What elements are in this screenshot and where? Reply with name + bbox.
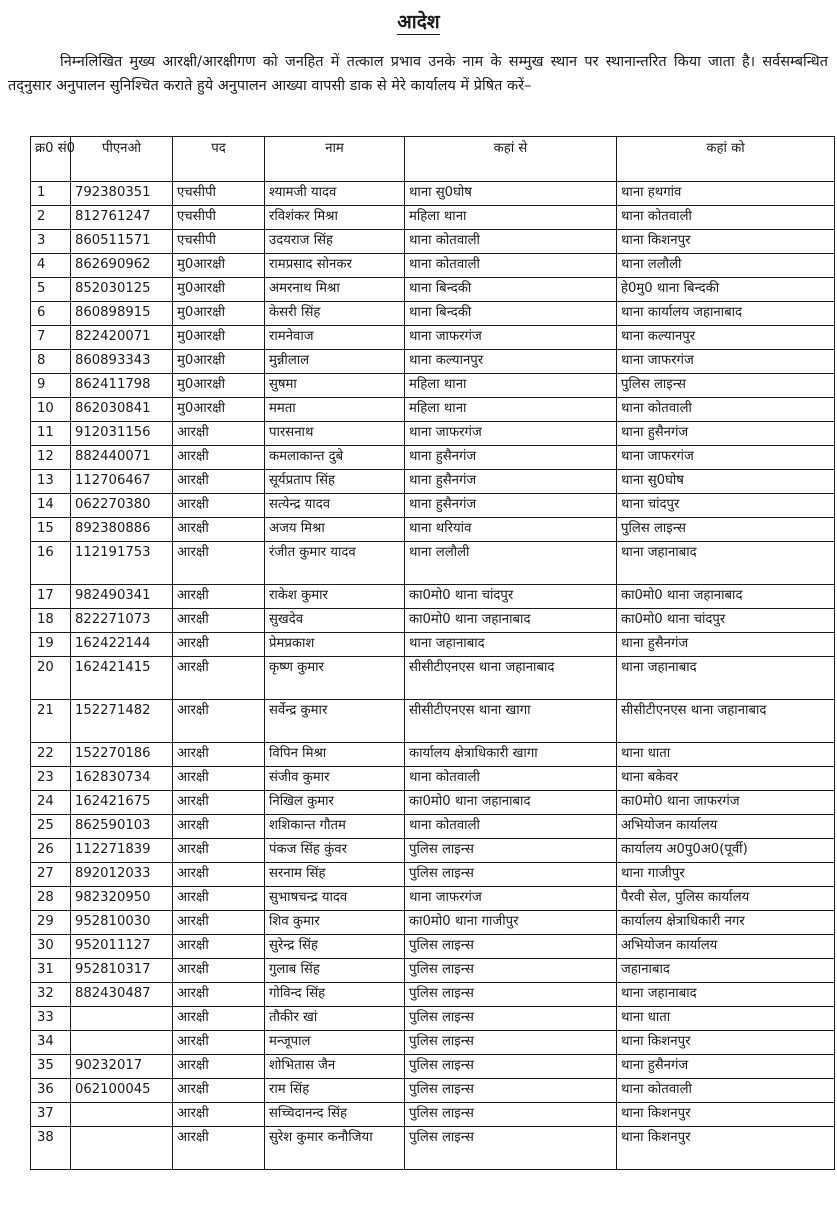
cell-name: गुलाब सिंह — [265, 959, 405, 983]
cell-pno: 152270186 — [71, 743, 173, 767]
cell-name: मन्जूपाल — [265, 1031, 405, 1055]
cell-pno: 952810317 — [71, 959, 173, 983]
cell-name: मुन्नीलाल — [265, 350, 405, 374]
cell-from: पुलिस लाइन्स — [405, 1055, 617, 1079]
cell-serial: 29 — [31, 911, 71, 935]
cell-name: अमरनाथ मिश्रा — [265, 278, 405, 302]
header-pno: पीएनओ — [71, 137, 173, 182]
cell-to: थाना किशनपुर — [617, 230, 835, 254]
cell-pno: 860898915 — [71, 302, 173, 326]
cell-from: महिला थाना — [405, 374, 617, 398]
cell-post: आरक्षी — [173, 633, 265, 657]
cell-to: थाना कोतवाली — [617, 1079, 835, 1103]
cell-to: थाना किशनपुर — [617, 1031, 835, 1055]
cell-from: थाना बिन्दकी — [405, 302, 617, 326]
cell-name: सुरेन्द्र सिंह — [265, 935, 405, 959]
cell-post: एचसीपी — [173, 182, 265, 206]
cell-to: हे0मु0 थाना बिन्दकी — [617, 278, 835, 302]
cell-name: उदयराज सिंह — [265, 230, 405, 254]
cell-post: आरक्षी — [173, 911, 265, 935]
cell-from: थाना सु0घोष — [405, 182, 617, 206]
cell-serial: 33 — [31, 1007, 71, 1031]
cell-name: सुखदेव — [265, 609, 405, 633]
table-row — [31, 839, 835, 863]
cell-to: अभियोजन कार्यालय — [617, 935, 835, 959]
cell-serial: 37 — [31, 1103, 71, 1127]
cell-post: आरक्षी — [173, 1055, 265, 1079]
table-row — [31, 422, 835, 446]
cell-to: थाना ललौली — [617, 254, 835, 278]
cell-from: थाना हुसैनगंज — [405, 494, 617, 518]
cell-to: थाना जहानाबाद — [617, 657, 835, 700]
header-to: कहां को — [617, 137, 835, 182]
cell-post: आरक्षी — [173, 959, 265, 983]
cell-post: आरक्षी — [173, 983, 265, 1007]
cell-to: थाना जहानाबाद — [617, 542, 835, 585]
cell-pno — [71, 1103, 173, 1127]
cell-name: रामनेवाज — [265, 326, 405, 350]
cell-serial: 17 — [31, 585, 71, 609]
cell-to: थाना हुसैनगंज — [617, 422, 835, 446]
cell-post: आरक्षी — [173, 518, 265, 542]
cell-name: राकेश कुमार — [265, 585, 405, 609]
cell-to: थाना जहानाबाद — [617, 983, 835, 1007]
cell-post: आरक्षी — [173, 1079, 265, 1103]
cell-to: पुलिस लाइन्स — [617, 518, 835, 542]
table-row — [31, 302, 835, 326]
cell-serial: 11 — [31, 422, 71, 446]
table-row — [31, 633, 835, 657]
cell-post: आरक्षी — [173, 887, 265, 911]
cell-to: थाना कार्यालय जहानाबाद — [617, 302, 835, 326]
cell-serial: 20 — [31, 657, 71, 700]
cell-to: थाना हुसैनगंज — [617, 633, 835, 657]
cell-serial: 2 — [31, 206, 71, 230]
cell-pno: 162830734 — [71, 767, 173, 791]
cell-post: आरक्षी — [173, 767, 265, 791]
cell-post: आरक्षी — [173, 542, 265, 585]
cell-to: अभियोजन कार्यालय — [617, 815, 835, 839]
cell-post: आरक्षी — [173, 657, 265, 700]
cell-from: थाना कोतवाली — [405, 815, 617, 839]
cell-pno: 062270380 — [71, 494, 173, 518]
cell-to: थाना किशनपुर — [617, 1103, 835, 1127]
cell-name: श्यामजी यादव — [265, 182, 405, 206]
cell-from: थाना हुसैनगंज — [405, 446, 617, 470]
cell-to: थाना हथगांव — [617, 182, 835, 206]
cell-name: तौकीर खां — [265, 1007, 405, 1031]
cell-post: मु0आरक्षी — [173, 302, 265, 326]
cell-name: सूर्यप्रताप सिंह — [265, 470, 405, 494]
cell-to: का0मो0 थाना जहानाबाद — [617, 585, 835, 609]
cell-post: आरक्षी — [173, 791, 265, 815]
cell-to: थाना कल्यानपुर — [617, 326, 835, 350]
cell-name: रामप्रसाद सोनकर — [265, 254, 405, 278]
cell-from: थाना थरियांव — [405, 518, 617, 542]
cell-from: थाना जाफरगंज — [405, 422, 617, 446]
cell-post: आरक्षी — [173, 863, 265, 887]
table-row — [31, 542, 835, 585]
cell-serial: 36 — [31, 1079, 71, 1103]
cell-name: प्रेमप्रकाश — [265, 633, 405, 657]
cell-pno: 952810030 — [71, 911, 173, 935]
cell-post: एचसीपी — [173, 206, 265, 230]
cell-serial: 12 — [31, 446, 71, 470]
cell-name: सुषमा — [265, 374, 405, 398]
cell-from: का0मो0 थाना जहानाबाद — [405, 609, 617, 633]
cell-serial: 35 — [31, 1055, 71, 1079]
cell-name: शोभितास जैन — [265, 1055, 405, 1079]
header-serial: क्र0 सं0 — [31, 137, 71, 182]
cell-name: विपिन मिश्रा — [265, 743, 405, 767]
cell-pno: 822271073 — [71, 609, 173, 633]
cell-post: मु0आरक्षी — [173, 398, 265, 422]
table-row — [31, 278, 835, 302]
cell-serial: 5 — [31, 278, 71, 302]
cell-post: आरक्षी — [173, 494, 265, 518]
cell-pno — [71, 1031, 173, 1055]
table-row — [31, 1007, 835, 1031]
table-row — [31, 959, 835, 983]
cell-serial: 31 — [31, 959, 71, 983]
cell-to: कार्यालय अ0पु0अ0(पूर्वी) — [617, 839, 835, 863]
cell-pno: 952011127 — [71, 935, 173, 959]
cell-serial: 34 — [31, 1031, 71, 1055]
cell-from: का0मो0 थाना गाजीपुर — [405, 911, 617, 935]
cell-pno: 112191753 — [71, 542, 173, 585]
table-row — [31, 1103, 835, 1127]
cell-post: आरक्षी — [173, 422, 265, 446]
table-row — [31, 374, 835, 398]
cell-name: शशिकान्त गौतम — [265, 815, 405, 839]
cell-from: थाना कोतवाली — [405, 767, 617, 791]
cell-post: आरक्षी — [173, 609, 265, 633]
cell-post: आरक्षी — [173, 1127, 265, 1170]
cell-from: पुलिस लाइन्स — [405, 839, 617, 863]
cell-serial: 21 — [31, 700, 71, 743]
cell-serial: 28 — [31, 887, 71, 911]
cell-name: राम सिंह — [265, 1079, 405, 1103]
table-row — [31, 518, 835, 542]
cell-from: थाना बिन्दकी — [405, 278, 617, 302]
table-row — [31, 446, 835, 470]
cell-name: रंजीत कुमार यादव — [265, 542, 405, 585]
cell-pno: 860893343 — [71, 350, 173, 374]
cell-to: थाना सु0घोष — [617, 470, 835, 494]
cell-pno: 860511571 — [71, 230, 173, 254]
cell-name: शिव कुमार — [265, 911, 405, 935]
cell-post: आरक्षी — [173, 1103, 265, 1127]
cell-pno: 862411798 — [71, 374, 173, 398]
cell-from: थाना कोतवाली — [405, 254, 617, 278]
cell-post: मु0आरक्षी — [173, 254, 265, 278]
table-row — [31, 254, 835, 278]
cell-post: आरक्षी — [173, 839, 265, 863]
cell-to: थाना चांदपुर — [617, 494, 835, 518]
table-row — [31, 983, 835, 1007]
header-name: नाम — [265, 137, 405, 182]
intro-paragraph — [8, 50, 828, 98]
cell-pno: 982320950 — [71, 887, 173, 911]
cell-name: अजय मिश्रा — [265, 518, 405, 542]
cell-name: सुभाषचन्द्र यादव — [265, 887, 405, 911]
cell-from: थाना कल्यानपुर — [405, 350, 617, 374]
cell-serial: 24 — [31, 791, 71, 815]
cell-from: पुलिस लाइन्स — [405, 1103, 617, 1127]
cell-to: का0मो0 थाना जाफरगंज — [617, 791, 835, 815]
cell-pno: 852030125 — [71, 278, 173, 302]
cell-from: थाना जाफरगंज — [405, 326, 617, 350]
cell-name: रविशंकर मिश्रा — [265, 206, 405, 230]
cell-post: आरक्षी — [173, 700, 265, 743]
cell-to: थाना जाफरगंज — [617, 350, 835, 374]
cell-pno: 812761247 — [71, 206, 173, 230]
table-row — [31, 657, 835, 700]
table-row — [31, 1127, 835, 1170]
table-row — [31, 767, 835, 791]
table-row — [31, 1031, 835, 1055]
cell-from: थाना हुसैनगंज — [405, 470, 617, 494]
cell-from: पुलिस लाइन्स — [405, 1031, 617, 1055]
cell-from: पुलिस लाइन्स — [405, 983, 617, 1007]
cell-serial: 16 — [31, 542, 71, 585]
header-from: कहां से — [405, 137, 617, 182]
cell-name: पंकज सिंह कुंवर — [265, 839, 405, 863]
cell-post: मु0आरक्षी — [173, 350, 265, 374]
cell-to: पैरवी सेल, पुलिस कार्यालय — [617, 887, 835, 911]
cell-pno: 862030841 — [71, 398, 173, 422]
cell-pno — [71, 1007, 173, 1031]
cell-pno: 982490341 — [71, 585, 173, 609]
cell-serial: 38 — [31, 1127, 71, 1170]
table-row — [31, 887, 835, 911]
cell-to: कार्यालय क्षेत्राधिकारी नगर — [617, 911, 835, 935]
table-row — [31, 585, 835, 609]
cell-serial: 7 — [31, 326, 71, 350]
cell-post: मु0आरक्षी — [173, 278, 265, 302]
cell-from: सीसीटीएनएस थाना जहानाबाद — [405, 657, 617, 700]
cell-post: आरक्षी — [173, 935, 265, 959]
cell-from: महिला थाना — [405, 398, 617, 422]
cell-pno: 862690962 — [71, 254, 173, 278]
cell-pno: 90232017 — [71, 1055, 173, 1079]
cell-name: सच्चिदानन्द सिंह — [265, 1103, 405, 1127]
cell-pno: 112271839 — [71, 839, 173, 863]
cell-serial: 23 — [31, 767, 71, 791]
cell-pno: 062100045 — [71, 1079, 173, 1103]
table-row — [31, 350, 835, 374]
cell-post: आरक्षी — [173, 743, 265, 767]
table-row — [31, 1055, 835, 1079]
cell-name: पारसनाथ — [265, 422, 405, 446]
cell-serial: 22 — [31, 743, 71, 767]
table-row — [31, 1079, 835, 1103]
table-row — [31, 863, 835, 887]
table-row — [31, 609, 835, 633]
cell-name: केसरी सिंह — [265, 302, 405, 326]
cell-post: मु0आरक्षी — [173, 326, 265, 350]
cell-serial: 3 — [31, 230, 71, 254]
cell-name: गोविन्द सिंह — [265, 983, 405, 1007]
cell-to: थाना हुसैनगंज — [617, 1055, 835, 1079]
cell-serial: 19 — [31, 633, 71, 657]
cell-name: कृष्ण कुमार — [265, 657, 405, 700]
cell-serial: 8 — [31, 350, 71, 374]
cell-pno: 862590103 — [71, 815, 173, 839]
cell-from: थाना जहानाबाद — [405, 633, 617, 657]
cell-from: सीसीटीएनएस थाना खागा — [405, 700, 617, 743]
cell-to: थाना किशनपुर — [617, 1127, 835, 1170]
cell-post: आरक्षी — [173, 585, 265, 609]
cell-from: थाना जाफरगंज — [405, 887, 617, 911]
cell-to: थाना कोतवाली — [617, 398, 835, 422]
cell-to: थाना बकेवर — [617, 767, 835, 791]
cell-name: कमलाकान्त दुबे — [265, 446, 405, 470]
cell-post: आरक्षी — [173, 446, 265, 470]
cell-from: महिला थाना — [405, 206, 617, 230]
cell-post: आरक्षी — [173, 1007, 265, 1031]
cell-from: पुलिस लाइन्स — [405, 959, 617, 983]
cell-to: थाना धाता — [617, 743, 835, 767]
cell-pno: 792380351 — [71, 182, 173, 206]
table-row — [31, 743, 835, 767]
cell-from: का0मो0 थाना चांदपुर — [405, 585, 617, 609]
cell-serial: 9 — [31, 374, 71, 398]
cell-to: का0मो0 थाना चांदपुर — [617, 609, 835, 633]
cell-to: जहानाबाद — [617, 959, 835, 983]
cell-from: थाना कोतवाली — [405, 230, 617, 254]
cell-to: थाना कोतवाली — [617, 206, 835, 230]
cell-name: संजीव कुमार — [265, 767, 405, 791]
cell-post: आरक्षी — [173, 470, 265, 494]
cell-pno: 162421675 — [71, 791, 173, 815]
table-row — [31, 206, 835, 230]
cell-serial: 18 — [31, 609, 71, 633]
cell-name: सर्वेन्द्र कुमार — [265, 700, 405, 743]
cell-serial: 14 — [31, 494, 71, 518]
table-row — [31, 700, 835, 743]
document-title: आदेश — [397, 11, 440, 33]
cell-serial: 30 — [31, 935, 71, 959]
table-header-row — [31, 137, 835, 182]
cell-pno — [71, 1127, 173, 1170]
cell-post: आरक्षी — [173, 1031, 265, 1055]
cell-pno: 892012033 — [71, 863, 173, 887]
cell-serial: 26 — [31, 839, 71, 863]
table-row — [31, 494, 835, 518]
cell-serial: 10 — [31, 398, 71, 422]
cell-name: सुरेश कुमार कनौजिया — [265, 1127, 405, 1170]
table-row — [31, 935, 835, 959]
table-row — [31, 791, 835, 815]
cell-pno: 162422144 — [71, 633, 173, 657]
table-row — [31, 398, 835, 422]
cell-pno: 822420071 — [71, 326, 173, 350]
cell-post: आरक्षी — [173, 815, 265, 839]
cell-name: सत्येन्द्र यादव — [265, 494, 405, 518]
cell-pno: 162421415 — [71, 657, 173, 700]
cell-serial: 32 — [31, 983, 71, 1007]
cell-from: पुलिस लाइन्स — [405, 1127, 617, 1170]
cell-serial: 4 — [31, 254, 71, 278]
cell-pno: 912031156 — [71, 422, 173, 446]
cell-to: थाना धाता — [617, 1007, 835, 1031]
table-row — [31, 230, 835, 254]
transfer-table — [30, 136, 835, 1170]
cell-post: एचसीपी — [173, 230, 265, 254]
cell-pno: 112706467 — [71, 470, 173, 494]
cell-to: सीसीटीएनएस थाना जहानाबाद — [617, 700, 835, 743]
table-row — [31, 470, 835, 494]
cell-pno: 882440071 — [71, 446, 173, 470]
cell-serial: 27 — [31, 863, 71, 887]
cell-to: पुलिस लाइन्स — [617, 374, 835, 398]
cell-pno: 152271482 — [71, 700, 173, 743]
cell-pno: 892380886 — [71, 518, 173, 542]
cell-from: कार्यालय क्षेत्राधिकारी खागा — [405, 743, 617, 767]
table-row — [31, 182, 835, 206]
intro-text: निम्नलिखित मुख्य आरक्षी/आरक्षीगण को जनहित में तत्काल प्रभाव उनके नाम के सम्मुख स्थान पर स्थानान्तरित किया जाता है। सर्वसम्बन्धित तद्नुसार अनुपालन सुनिश्चित कराते हुये अनुपालन आख्या वापसी डाक से मेरे कार्यालय में प्रेषित करें– — [8, 54, 828, 94]
table-row — [31, 326, 835, 350]
cell-serial: 13 — [31, 470, 71, 494]
cell-to: थाना गाजीपुर — [617, 863, 835, 887]
cell-from: पुलिस लाइन्स — [405, 863, 617, 887]
cell-serial: 15 — [31, 518, 71, 542]
cell-from: पुलिस लाइन्स — [405, 1007, 617, 1031]
table-row — [31, 815, 835, 839]
cell-serial: 1 — [31, 182, 71, 206]
cell-from: पुलिस लाइन्स — [405, 1079, 617, 1103]
cell-from: पुलिस लाइन्स — [405, 935, 617, 959]
cell-name: सरनाम सिंह — [265, 863, 405, 887]
cell-from: का0मो0 थाना जहानाबाद — [405, 791, 617, 815]
cell-serial: 6 — [31, 302, 71, 326]
cell-post: मु0आरक्षी — [173, 374, 265, 398]
cell-from: थाना ललौली — [405, 542, 617, 585]
table-row — [31, 911, 835, 935]
cell-serial: 25 — [31, 815, 71, 839]
cell-pno: 882430487 — [71, 983, 173, 1007]
header-post: पद — [173, 137, 265, 182]
cell-to: थाना जाफरगंज — [617, 446, 835, 470]
cell-name: ममता — [265, 398, 405, 422]
cell-name: निखिल कुमार — [265, 791, 405, 815]
